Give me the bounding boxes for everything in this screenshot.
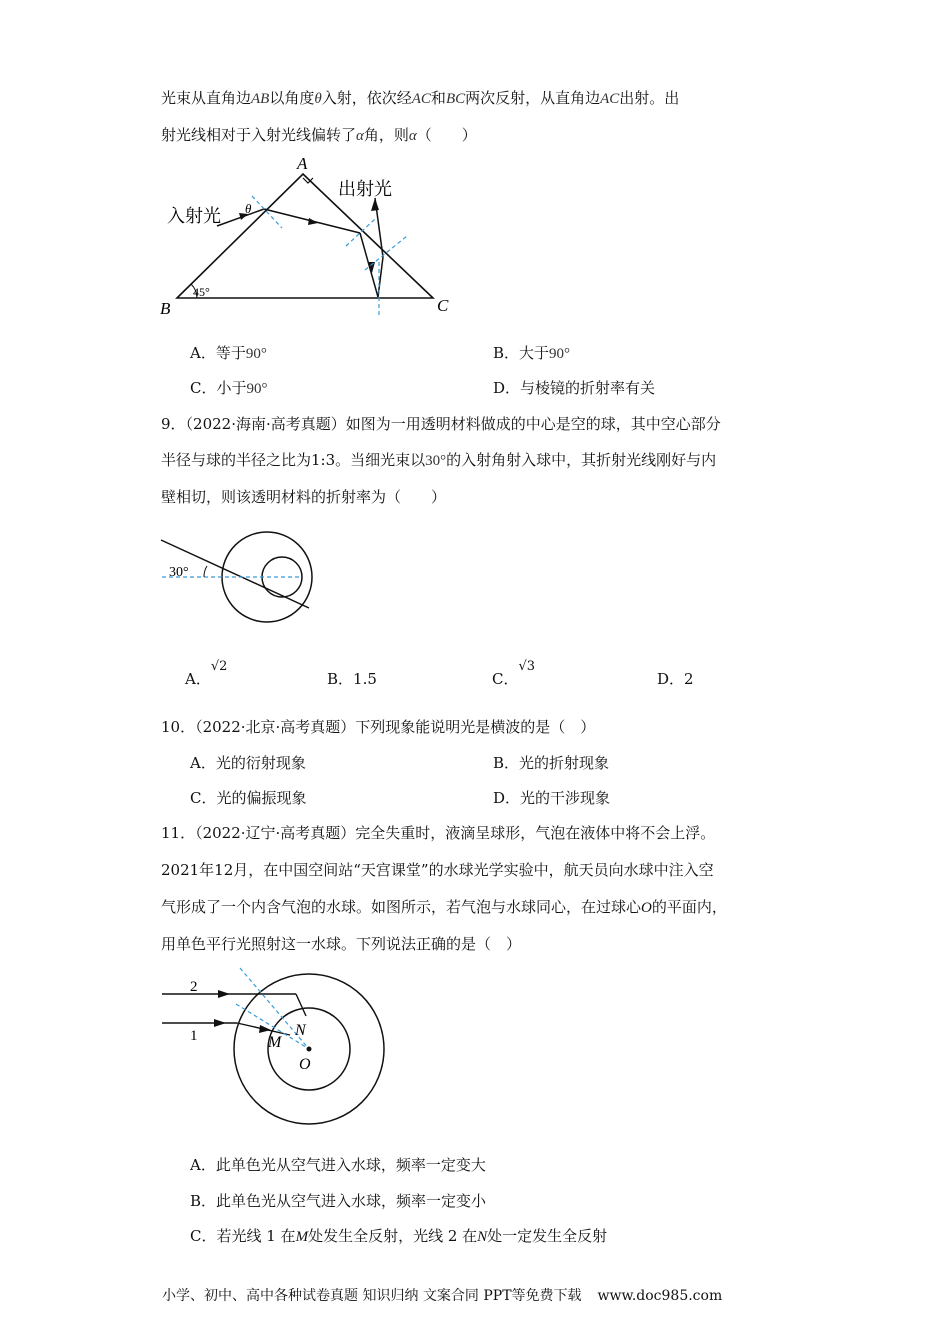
label-O: O xyxy=(299,1056,311,1073)
water-sphere-figure xyxy=(155,965,395,1130)
q10-option-d[interactable] xyxy=(493,787,610,809)
q10-line1: 10．（2022·北京·高考真题）下列现象能说明光是横波的是（ ） xyxy=(161,718,596,736)
math-alpha: α xyxy=(408,128,417,144)
option-math: 90° xyxy=(246,381,268,397)
q8-option-c[interactable] xyxy=(190,377,268,400)
option-key: B． xyxy=(493,754,520,772)
math-30: 30° xyxy=(425,453,447,469)
q9-line2 xyxy=(161,449,716,472)
text: 气形成了一个内含气泡的水球。如图所示，若气泡与水球同心，在过球心 xyxy=(161,898,642,916)
math-AB: AB xyxy=(251,91,270,107)
option-key: A． xyxy=(185,670,211,688)
label-ray-1: 1 xyxy=(190,1028,198,1044)
text: 两次反射，从直角边 xyxy=(465,89,601,107)
math-BC: BC xyxy=(445,91,466,107)
q11-line2: 2021年12月，在中国空间站“天宫课堂”的水球光学实验中，航天员向水球中注入空 xyxy=(161,861,714,879)
math-AC: AC xyxy=(411,91,431,107)
text: 处发生全反射，光线 2 在 xyxy=(308,1227,478,1245)
text: 半径与球的半径之比为1:3。当细光束以 xyxy=(161,451,426,469)
option-key: A． xyxy=(190,754,216,772)
option-key: D． xyxy=(657,670,685,688)
q9-option-c[interactable] xyxy=(492,659,536,692)
q11-option-b[interactable]: B．此单色光从空气进入水球，频率一定变小 xyxy=(190,1192,487,1210)
option-math: √3 xyxy=(518,659,536,674)
option-key: A． xyxy=(190,344,216,362)
q8-option-a[interactable] xyxy=(190,342,267,365)
text: 的入射角射入球中，其折射光线刚好与内 xyxy=(446,451,717,469)
option-text: 2 xyxy=(684,670,694,688)
text: 角，则 xyxy=(363,126,409,144)
math-theta: θ xyxy=(314,91,322,107)
q11-line4: 用单色平行光照射这一水球。下列说法正确的是（ ） xyxy=(161,935,522,953)
q8-option-d[interactable] xyxy=(493,377,655,399)
option-math: 90° xyxy=(549,346,571,362)
label-ray-2: 2 xyxy=(190,979,198,995)
q11-line1: 11．（2022·辽宁·高考真题）完全失重时，液滴呈球形，气泡在液体中将不会上浮。 xyxy=(161,824,716,842)
q9-option-b[interactable] xyxy=(327,668,377,690)
q8-line1 xyxy=(161,87,679,110)
text: 入射，依次经 xyxy=(321,89,412,107)
q10-option-b[interactable] xyxy=(493,752,609,774)
option-key: C． xyxy=(190,379,217,397)
option-text: 光的干涉现象 xyxy=(520,789,611,807)
option-text: 光的衍射现象 xyxy=(215,754,306,772)
q9-option-a[interactable] xyxy=(185,659,228,692)
q8-line2 xyxy=(161,124,477,147)
label-incident: 入射光 xyxy=(167,206,221,226)
label-B: B xyxy=(160,299,171,318)
q11-line3 xyxy=(161,896,727,919)
text: 处一定发生全反射 xyxy=(487,1227,608,1245)
q11-option-a[interactable]: A．此单色光从空气进入水球，频率一定变大 xyxy=(190,1156,486,1174)
text: 和 xyxy=(430,89,446,107)
footer-text: 小学、初中、高中各种试卷真题 知识归纳 文案合同 PPT等免费下载 xyxy=(162,1288,582,1304)
option-text: 大于 xyxy=(519,344,550,362)
q9-line1: 9．（2022·海南·高考真题）如图为一用透明材料做成的中心是空的球，其中空心部分 xyxy=(161,415,721,433)
page-footer xyxy=(162,1285,722,1305)
option-text: 与棱镜的折射率有关 xyxy=(520,379,656,397)
option-math: 90° xyxy=(245,346,267,362)
text: （ ） xyxy=(416,126,477,144)
label-theta: θ xyxy=(245,201,252,216)
prism-figure xyxy=(150,150,470,325)
option-text: 光的折射现象 xyxy=(519,754,610,772)
hollow-sphere-figure xyxy=(155,522,335,652)
math-N: N xyxy=(477,1229,488,1245)
text: 光束从直角边 xyxy=(161,89,252,107)
text: 以角度 xyxy=(269,89,315,107)
label-M: M xyxy=(268,1034,282,1051)
option-text: 光的偏振现象 xyxy=(216,789,307,807)
footer-url[interactable]: www.doc985.com xyxy=(597,1288,723,1304)
q9-option-d[interactable] xyxy=(657,668,694,690)
math-alpha: α xyxy=(356,128,364,144)
angle-30: 30° xyxy=(169,565,189,580)
q8-option-b[interactable] xyxy=(493,342,570,365)
q11-option-c[interactable] xyxy=(190,1225,607,1248)
option-text: 小于 xyxy=(216,379,247,397)
text: 射光线相对于入射光线偏转了 xyxy=(161,126,357,144)
option-key: B． xyxy=(493,344,520,362)
option-math: √2 xyxy=(210,659,228,674)
text: C．若光线 1 在 xyxy=(190,1227,296,1245)
q9-line3: 壁相切，则该透明材料的折射率为（ ） xyxy=(161,488,447,506)
angle-45: 45° xyxy=(193,285,210,299)
option-key: D． xyxy=(493,379,521,397)
text: 出射。出 xyxy=(619,89,680,107)
option-key: C． xyxy=(492,670,519,688)
option-text: 1.5 xyxy=(353,670,377,688)
math-O: O xyxy=(641,900,652,916)
label-N: N xyxy=(295,1022,306,1039)
label-emergent: 出射光 xyxy=(338,179,392,199)
math-AC: AC xyxy=(600,91,620,107)
label-A: A xyxy=(297,154,308,173)
option-key: B． xyxy=(327,670,354,688)
text: 的平面内， xyxy=(651,898,727,916)
q10-option-c[interactable] xyxy=(190,787,307,809)
math-M: M xyxy=(295,1229,309,1245)
option-key: D． xyxy=(493,789,521,807)
q10-option-a[interactable] xyxy=(190,752,306,774)
option-key: C． xyxy=(190,789,217,807)
option-text: 等于 xyxy=(215,344,246,362)
label-C: C xyxy=(437,296,449,315)
